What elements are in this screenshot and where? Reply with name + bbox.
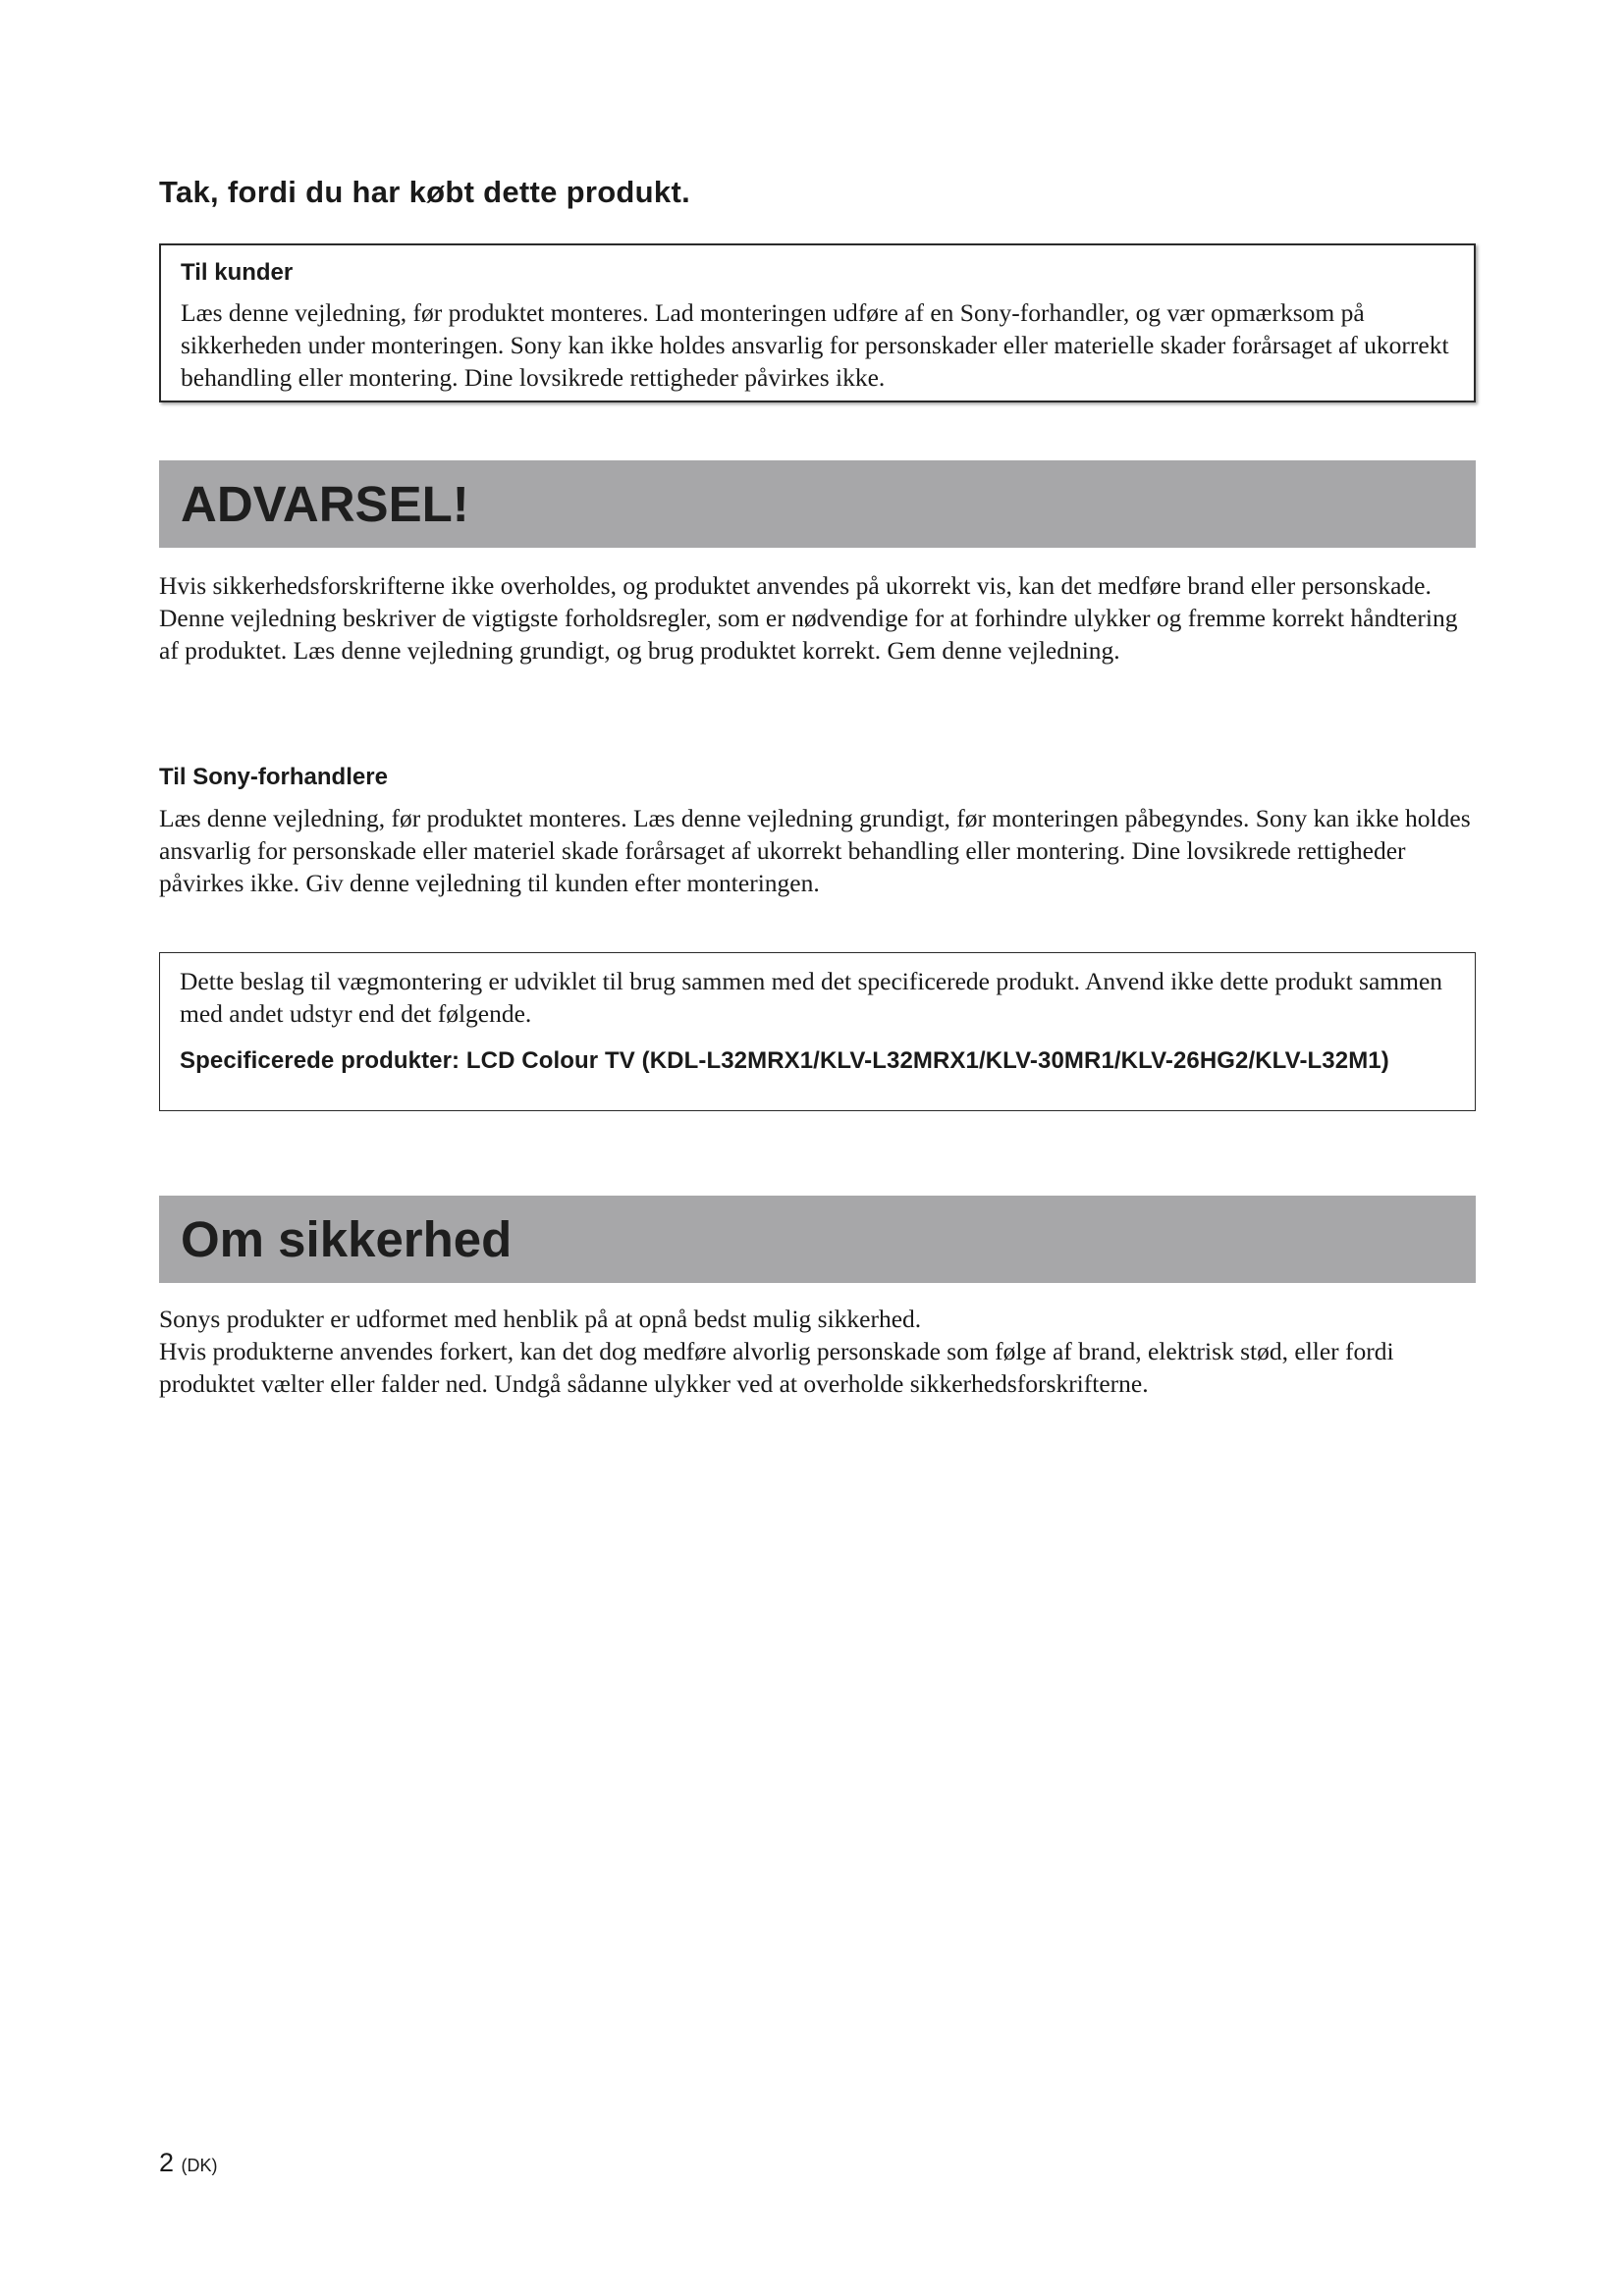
page-number: 2 <box>159 2148 175 2177</box>
specified-products-box <box>159 952 1476 1111</box>
customers-notice-box <box>159 243 1476 402</box>
warning-paragraph-1: Hvis sikkerhedsforskrifterne ikke overholdes, og produktet anvendes på ukorrekt vis, kan det medføre brand eller personskade. <box>159 571 1432 600</box>
warning-body <box>159 569 1480 667</box>
safety-paragraph-1: Sonys produkter er udformet med henblik på at opnå bedst mulig sikkerhed. <box>159 1305 922 1333</box>
language-code: (DK) <box>181 2156 218 2175</box>
dealers-text: Læs denne vejledning, før produktet monteres. Læs denne vejledning grundigt, før monteringen påbegyndes. Sony kan ikke holdes ansvarlig for personskade eller materiel skade forårsaget af ukorrekt behandling eller montering. Dine lovsikrede rettigheder påvirkes ikke. Giv denne vejledning til kunden efter monteringen. <box>159 804 1471 897</box>
page-footer <box>159 2148 218 2178</box>
spec-products: Specificerede produkter: LCD Colour TV (KDL-L32MRX1/KLV-L32MRX1/KLV-30MR1/KLV-26HG2/KLV-L32M1) <box>180 1047 1389 1074</box>
warning-title: ADVARSEL! <box>181 476 469 532</box>
page-title: Tak, fordi du har købt dette produkt. <box>159 175 690 209</box>
warning-banner <box>159 460 1476 548</box>
spec-text: Dette beslag til vægmontering er udviklet til brug sammen med det specificerede produkt. Anvend ikke dette produkt sammen med andet udstyr end det følgende. <box>180 967 1443 1028</box>
customers-heading: Til kunder <box>181 259 294 286</box>
safety-paragraph-2: Hvis produkterne anvendes forkert, kan det dog medføre alvorlig personskade som følge af brand, elektrisk stød, eller fordi produktet vælter eller falder ned. Undgå sådanne ulykker ved at overholde sikkerhedsforskrifterne. <box>159 1337 1394 1398</box>
safety-title: Om sikkerhed <box>181 1211 513 1267</box>
warning-paragraph-2: Denne vejledning beskriver de vigtigste forholdsregler, som er nødvendige for at forhindre ulykker og fremme korrekt håndtering af produktet. Læs denne vejledning grundigt, og brug produktet korrekt. Gem denne vejledning. <box>159 604 1458 665</box>
customers-text: Læs denne vejledning, før produktet monteres. Lad monteringen udføre af en Sony-forhandler, og vær opmærksom på sikkerheden under monteringen. Sony kan ikke holdes ansvarlig for personskader eller materielle skader forårsaget af ukorrekt behandling eller montering. Dine lovsikrede rettigheder påvirkes ikke. <box>181 298 1449 392</box>
safety-body <box>159 1303 1480 1400</box>
safety-banner <box>159 1196 1476 1283</box>
dealers-heading: Til Sony-forhandlere <box>159 764 388 790</box>
